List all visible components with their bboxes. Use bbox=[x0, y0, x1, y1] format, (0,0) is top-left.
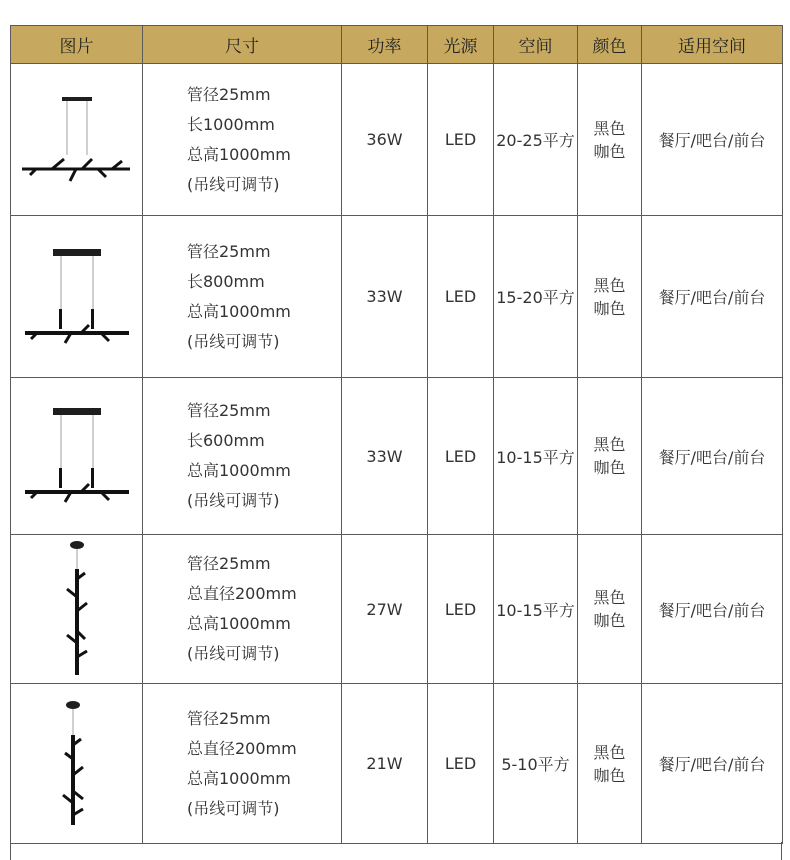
size-cell bbox=[143, 378, 342, 535]
table-row bbox=[11, 64, 783, 216]
size-line: (吊线可调节) bbox=[187, 798, 280, 818]
size-line: 总高1000mm bbox=[187, 768, 291, 788]
size-line: (吊线可调节) bbox=[187, 644, 280, 663]
spaces-cell: 餐厅/吧台/前台 bbox=[642, 64, 783, 216]
area-cell: 10-15平方 bbox=[494, 535, 578, 684]
area-cell: 5-10平方 bbox=[494, 684, 578, 844]
header-color: 颜色 bbox=[578, 26, 642, 64]
size-line: 总高1000mm bbox=[187, 461, 291, 480]
spaces-cell: 餐厅/吧台/前台 bbox=[642, 535, 783, 684]
size-line: 总直径200mm bbox=[187, 738, 297, 758]
vertical-branch-pendant-icon bbox=[57, 539, 97, 679]
area-cell: 15-20平方 bbox=[494, 216, 578, 378]
size-line: 总高1000mm bbox=[187, 301, 291, 321]
linear-branch-pendant-icon bbox=[21, 406, 133, 506]
product-image-cell bbox=[11, 216, 143, 378]
size-line: (吊线可调节) bbox=[187, 331, 280, 351]
color-option: 咖色 bbox=[593, 765, 626, 785]
light-source-cell: LED bbox=[428, 535, 494, 684]
linear-branch-pendant-icon bbox=[21, 247, 133, 347]
size-line: 管径25mm bbox=[187, 84, 271, 104]
size-line: 管径25mm bbox=[187, 554, 271, 573]
color-option: 黑色 bbox=[593, 118, 626, 138]
color-option: 黑色 bbox=[593, 275, 626, 295]
table-row bbox=[11, 378, 783, 535]
spec-table bbox=[10, 25, 783, 844]
light-source-cell: LED bbox=[428, 216, 494, 378]
size-line: 总直径200mm bbox=[187, 584, 297, 603]
table-bottom-edge bbox=[10, 842, 782, 860]
size-line: 管径25mm bbox=[187, 708, 271, 728]
power-cell: 33W bbox=[342, 378, 428, 535]
color-option: 咖色 bbox=[593, 458, 626, 477]
spaces-cell: 餐厅/吧台/前台 bbox=[642, 378, 783, 535]
vertical-branch-pendant-icon bbox=[57, 699, 97, 829]
header-image: 图片 bbox=[11, 26, 143, 64]
size-line: 长600mm bbox=[187, 431, 265, 450]
size-cell bbox=[143, 216, 342, 378]
header-light-source: 光源 bbox=[428, 26, 494, 64]
power-cell: 33W bbox=[342, 216, 428, 378]
size-cell bbox=[143, 535, 342, 684]
product-image-cell bbox=[11, 378, 143, 535]
color-option: 咖色 bbox=[593, 141, 626, 161]
color-cell bbox=[578, 535, 642, 684]
table-row bbox=[11, 684, 783, 844]
size-cell bbox=[143, 684, 342, 844]
size-cell bbox=[143, 64, 342, 216]
power-cell: 27W bbox=[342, 535, 428, 684]
size-line: 长800mm bbox=[187, 271, 265, 291]
light-source-cell: LED bbox=[428, 64, 494, 216]
area-cell: 10-15平方 bbox=[494, 378, 578, 535]
size-line: (吊线可调节) bbox=[187, 174, 280, 194]
product-image-cell bbox=[11, 64, 143, 216]
color-option: 黑色 bbox=[593, 588, 626, 607]
area-cell: 20-25平方 bbox=[494, 64, 578, 216]
header-area: 空间 bbox=[494, 26, 578, 64]
color-option: 黑色 bbox=[593, 435, 626, 454]
color-cell bbox=[578, 378, 642, 535]
linear-branch-pendant-icon bbox=[18, 95, 136, 185]
product-image-cell bbox=[11, 535, 143, 684]
light-source-cell: LED bbox=[428, 684, 494, 844]
header-size: 尺寸 bbox=[143, 26, 342, 64]
size-line: 管径25mm bbox=[187, 401, 271, 420]
color-cell bbox=[578, 684, 642, 844]
power-cell: 36W bbox=[342, 64, 428, 216]
header-row bbox=[11, 26, 783, 64]
size-line: 管径25mm bbox=[187, 241, 271, 261]
size-line: 总高1000mm bbox=[187, 144, 291, 164]
color-cell bbox=[578, 64, 642, 216]
table-row bbox=[11, 216, 783, 378]
color-option: 咖色 bbox=[593, 298, 626, 318]
product-image-cell bbox=[11, 684, 143, 844]
header-spaces: 适用空间 bbox=[642, 26, 783, 64]
spaces-cell: 餐厅/吧台/前台 bbox=[642, 216, 783, 378]
color-option: 黑色 bbox=[593, 742, 626, 762]
header-power: 功率 bbox=[342, 26, 428, 64]
size-line: 长1000mm bbox=[187, 114, 275, 134]
power-cell: 21W bbox=[342, 684, 428, 844]
light-source-cell: LED bbox=[428, 378, 494, 535]
color-cell bbox=[578, 216, 642, 378]
color-option: 咖色 bbox=[593, 611, 626, 630]
table-row bbox=[11, 535, 783, 684]
spaces-cell: 餐厅/吧台/前台 bbox=[642, 684, 783, 844]
size-line: 总高1000mm bbox=[187, 614, 291, 633]
size-line: (吊线可调节) bbox=[187, 491, 280, 510]
